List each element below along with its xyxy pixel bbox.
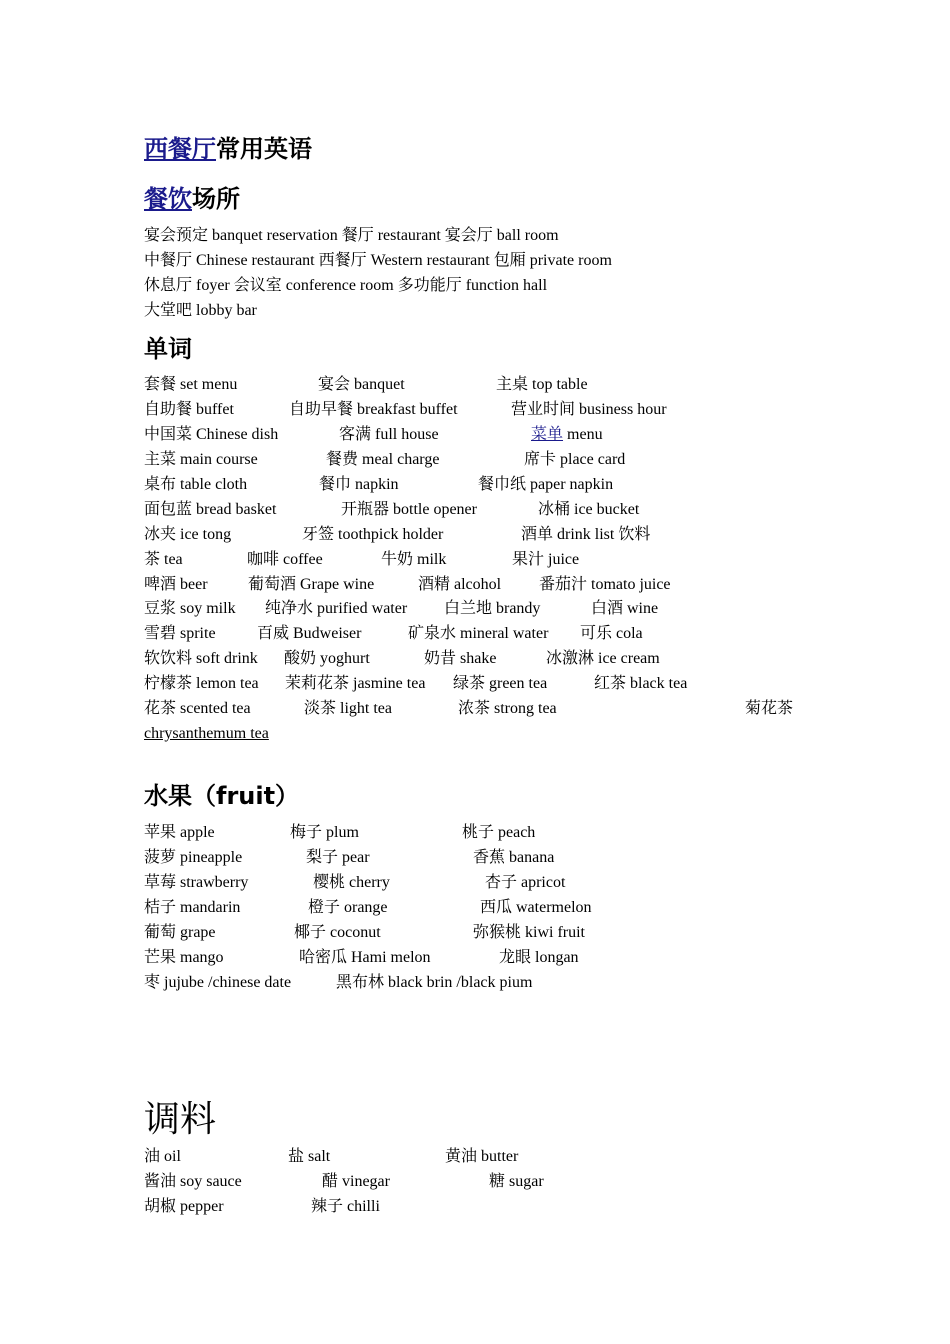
word-entry: 自助早餐 breakfast buffet xyxy=(289,401,458,418)
word-entry: 咖啡 coffee xyxy=(247,551,323,568)
fruit-entry: 桃子 peach xyxy=(462,824,536,841)
word-entry: 餐巾 napkin xyxy=(319,476,399,493)
fruit-heading: 水果（fruit） xyxy=(144,782,300,810)
fruit-entry: 香蕉 banana xyxy=(473,849,555,866)
fruit-entry: 弥猴桃 kiwi fruit xyxy=(473,924,585,941)
word-entry: 矿泉水 mineral water xyxy=(408,625,549,642)
word-entry-menu xyxy=(531,425,603,445)
word-entry: 果汁 juice xyxy=(512,551,580,568)
title-link[interactable]: 西餐厅 xyxy=(144,135,216,163)
places-heading xyxy=(144,184,240,214)
fruit-entry: 杏子 apricot xyxy=(485,874,566,891)
word-entry: 菊花茶 xyxy=(745,700,794,717)
word-entry: 葡萄酒 Grape wine xyxy=(248,576,375,593)
fruit-entry: 黑布林 black brin /black pium xyxy=(336,974,533,991)
places-line: 大堂吧 lobby bar xyxy=(144,302,257,319)
word-entry: 啤酒 beer xyxy=(144,576,208,593)
word-entry: 白兰地 brandy xyxy=(444,600,541,617)
menu-english: menu xyxy=(567,426,603,443)
word-entry: 桌布 table cloth xyxy=(144,476,248,493)
word-entry: 冰激淋 ice cream xyxy=(546,650,660,667)
word-entry: 主桌 top table xyxy=(496,376,588,393)
word-entry: 绿茶 green tea xyxy=(453,675,548,692)
places-line: 休息厅 foyer 会议室 conference room 多功能厅 function hall xyxy=(144,277,548,294)
word-entry: 套餐 set menu xyxy=(144,376,238,393)
word-entry: 酸奶 yoghurt xyxy=(284,650,370,667)
fruit-entry: 桔子 mandarin xyxy=(144,899,241,916)
word-entry: 冰桶 ice bucket xyxy=(538,501,640,518)
fruit-entry: 葡萄 grape xyxy=(144,924,216,941)
word-entry: 餐费 meal charge xyxy=(326,451,440,468)
word-entry: 客满 full house xyxy=(339,426,439,443)
seasoning-entry: 醋 vinegar xyxy=(322,1173,390,1190)
seasoning-heading: 调料 xyxy=(144,1099,217,1140)
word-entry: 营业时间 business hour xyxy=(511,401,667,418)
word-entry: 中国菜 Chinese dish xyxy=(144,426,279,443)
places-heading-link[interactable]: 餐饮 xyxy=(144,185,192,213)
word-entry: 餐巾纸 paper napkin xyxy=(478,476,614,493)
word-entry: 席卡 place card xyxy=(524,451,626,468)
seasoning-entry: 黄油 butter xyxy=(445,1148,519,1165)
fruit-entry: 菠萝 pineapple xyxy=(144,849,243,866)
document-title xyxy=(144,134,312,164)
fruit-entry: 枣 jujube /chinese date xyxy=(144,974,292,991)
places-line: 中餐厅 Chinese restaurant 西餐厅 Western restaurant 包厢 private room xyxy=(144,252,612,269)
word-entry: 牙签 toothpick holder xyxy=(302,526,444,543)
seasoning-entry: 辣子 chilli xyxy=(311,1198,380,1215)
title-rest: 常用英语 xyxy=(216,135,312,163)
fruit-entry: 龙眼 longan xyxy=(499,949,579,966)
word-entry: 面包蓝 bread basket xyxy=(144,501,277,518)
word-entry: 柠檬茶 lemon tea xyxy=(144,675,259,692)
word-entry: 冰夹 ice tong xyxy=(144,526,232,543)
word-entry: 番茄汁 tomato juice xyxy=(539,576,671,593)
word-entry: 豆浆 soy milk xyxy=(144,600,236,617)
seasoning-entry: 盐 salt xyxy=(288,1148,331,1165)
fruit-entry: 苹果 apple xyxy=(144,824,215,841)
word-entry: 牛奶 milk xyxy=(381,551,447,568)
word-entry: 花茶 scented tea xyxy=(144,700,251,717)
fruit-entry: 樱桃 cherry xyxy=(313,874,390,891)
seasoning-entry: 酱油 soy sauce xyxy=(144,1173,242,1190)
fruit-entry: 橙子 orange xyxy=(308,899,388,916)
fruit-entry: 椰子 coconut xyxy=(294,924,381,941)
words-heading: 单词 xyxy=(144,335,192,363)
word-entry: 可乐 cola xyxy=(580,625,643,642)
word-entry: 淡茶 light tea xyxy=(304,700,392,717)
word-entry: 红茶 black tea xyxy=(594,675,688,692)
fruit-entry: 梅子 plum xyxy=(290,824,359,841)
word-entry: 自助餐 buffet xyxy=(144,401,234,418)
seasoning-entry: 糖 sugar xyxy=(489,1173,544,1190)
word-entry: 百威 Budweiser xyxy=(257,625,362,642)
word-entry: 奶昔 shake xyxy=(424,650,497,667)
word-entry: 开瓶器 bottle opener xyxy=(341,501,477,518)
fruit-entry: 哈密瓜 Hami melon xyxy=(299,949,431,966)
word-entry: 雪碧 sprite xyxy=(144,625,216,642)
words-wrap-line: chrysanthemum tea xyxy=(144,725,269,742)
word-entry: 纯净水 purified water xyxy=(265,600,408,617)
word-entry: 白酒 wine xyxy=(591,600,659,617)
seasoning-entry: 胡椒 pepper xyxy=(144,1198,224,1215)
word-entry: 酒单 drink list 饮料 xyxy=(521,526,651,543)
word-entry: 浓茶 strong tea xyxy=(458,700,557,717)
word-entry: 茉莉花茶 jasmine tea xyxy=(285,675,426,692)
word-entry: 茶 tea xyxy=(144,551,183,568)
places-line: 宴会预定 banquet reservation 餐厅 restaurant 宴会厅 ball room xyxy=(144,227,559,244)
word-entry: 软饮料 soft drink xyxy=(144,650,258,667)
fruit-entry: 西瓜 watermelon xyxy=(480,899,592,916)
word-entry: 主菜 main course xyxy=(144,451,258,468)
seasoning-entry: 油 oil xyxy=(144,1148,181,1165)
word-entry: 酒精 alcohol xyxy=(418,576,502,593)
menu-link[interactable]: 菜单 xyxy=(531,426,564,443)
word-entry: 宴会 banquet xyxy=(318,376,405,393)
fruit-entry: 草莓 strawberry xyxy=(144,874,249,891)
fruit-entry: 芒果 mango xyxy=(144,949,224,966)
places-heading-rest: 场所 xyxy=(192,185,240,213)
fruit-entry: 梨子 pear xyxy=(306,849,370,866)
